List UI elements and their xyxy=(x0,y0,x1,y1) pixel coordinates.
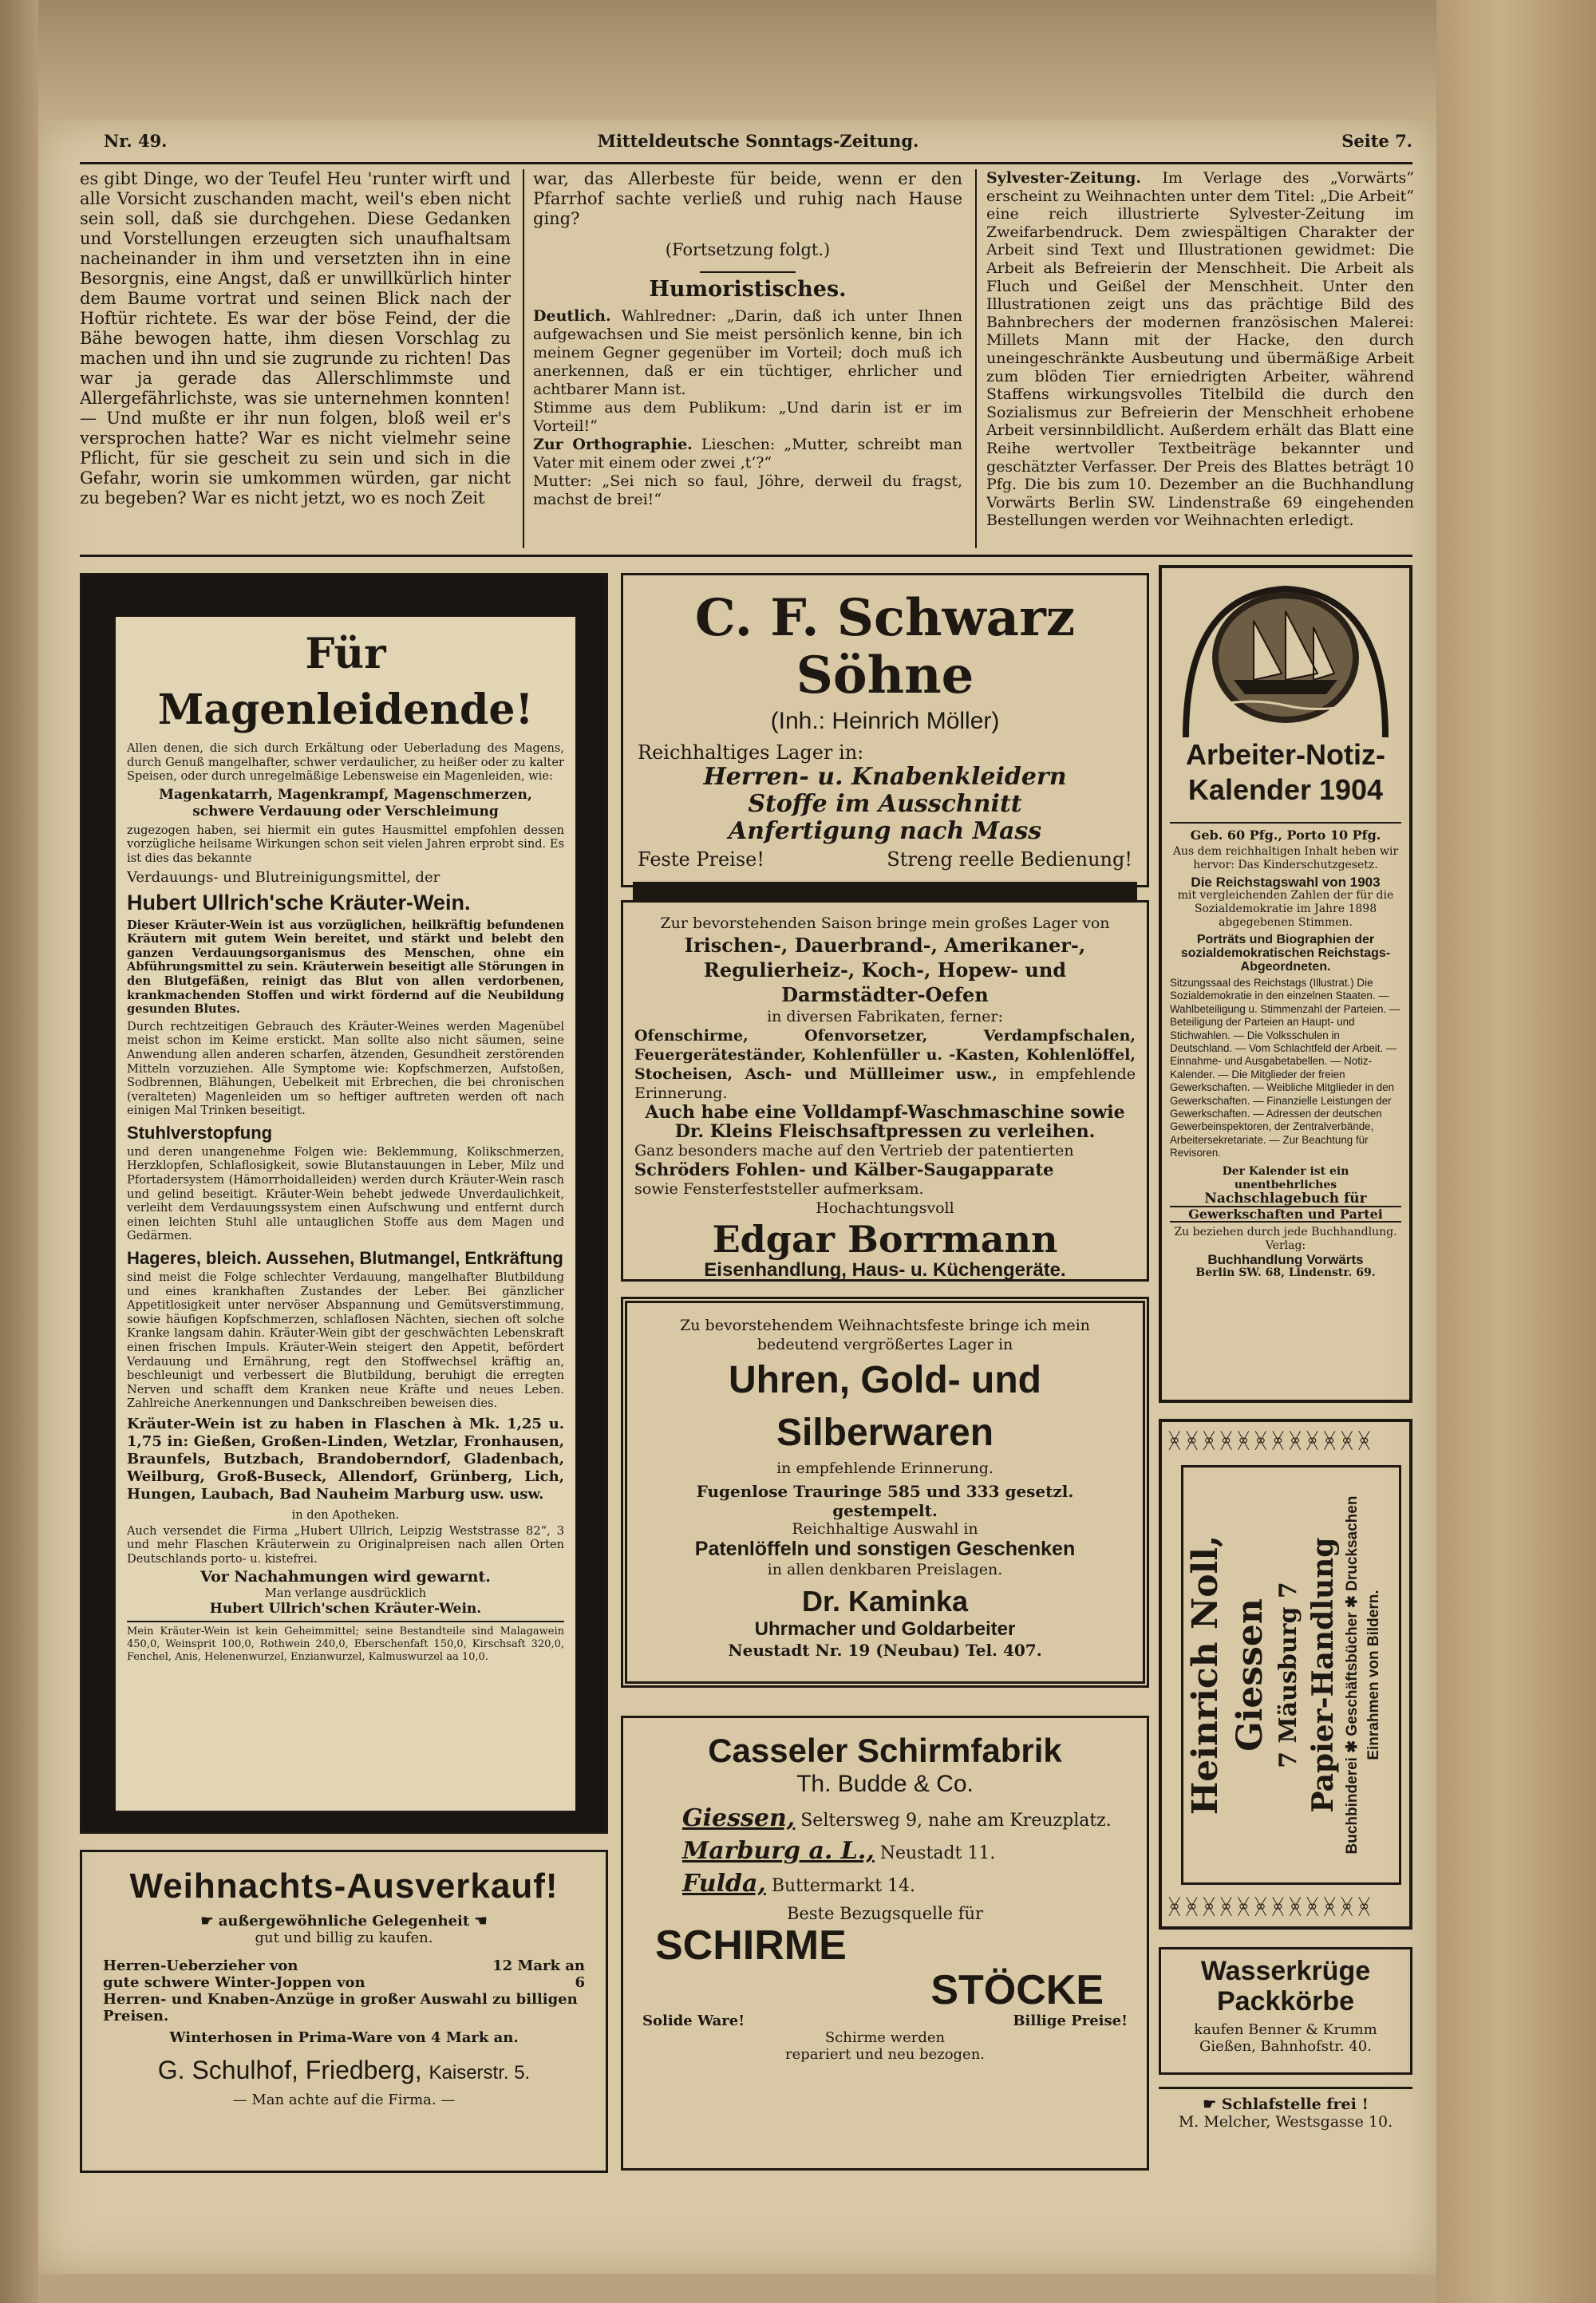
ad-schulhof-firm: G. Schulhof, Friedberg, Kaiserstr. 5. xyxy=(157,2056,531,2084)
ad-kalender-title xyxy=(1170,737,1401,808)
story-column-2 xyxy=(533,169,962,548)
ad-schirm-w2: STÖCKE xyxy=(930,1967,1104,2013)
ad-schwarz-l3: Anfertigung nach Mass xyxy=(728,817,1042,845)
ad-borrmann xyxy=(621,900,1149,1282)
ad-schulhof-line3: Herren- und Knaben-Anzüge in großer Auswahl zu billigen Preisen. xyxy=(103,1991,578,2025)
ad-magenleidende-intro: Allen denen, die sich durch Erkältung oder Ueberladung des Magens, durch Genuß mangelhafter, schwer verdaulicher, zu heißer oder zu kalter Speisen, oder durch unregelmäßige Lebensweise ein Magenleiden, wie: xyxy=(127,741,564,784)
ad-noll-rotated xyxy=(1183,1475,1399,1874)
ad-wasser-t1: Wasserkrüge xyxy=(1200,1956,1371,1986)
story-text-2: war, das Allerbeste für beide, wenn er den Pfarrhof sachte verließ und ruhig nach Hause ging? xyxy=(533,169,962,228)
ad-kaminka-title: Uhren, Gold- und Silberwaren xyxy=(729,1359,1041,1454)
ad-borrmann-items: Ofenschirme, Ofenvorsetzer, Verdampfschalen, Feuergeräteständer, Kohlenfüller u. -Kasten, Kohlenlöffel, Stocheisen, Asch- und Müllleimer usw., in empfehlende Erinnerung. xyxy=(634,1027,1136,1102)
sylvester-text: Sylvester-Zeitung. Im Verlage des „Vorwärts“ erscheint zu Weihnachten unter dem Titel: „Die Arbeit“ eine reich illustrierte Sylvester-Zeitung im Zweifarbendruck. Dem zwiespältigen Charakter der Arbeit sind Text und Illustrationen gewidmet: Die Arbeit als Befreierin der Menschheit. Die Arbeit als Fluch und Geißel der Menschheit. Unter den Illustrationen zeigt uns das prächtige Bild des Bahnbrechers der modernen französischen Malerei: Millets Mann mit der Hacke, den durch uneingeschränkte Ausbeutung und übermäßige Arbeit zum blöden Tier erniedrigten Arbeiter, während Staffens wirkungsvolles Titelbild die durch den Sozialismus zur Befreierin der Menschheit erhobene Arbeit versinnbildlicht. Außerdem erhält das Blatt eine Reihe wertvoller Textbeiträge bekannter und geschätzter Verfasser. Der Preis des Blattes beträgt 10 Pfg. Die bis zum 10. Dezember an die Buchhandlung Vorwärts Berlin SW. Lindenstraße 69 eingehenden Bestellungen werden vor Weihnachten erledigt. xyxy=(986,169,1414,530)
ad-magenleidende-ingredients: Mein Kräuter-Wein ist kein Geheimmittel; seine Bestandteile sind Malagawein 450,0, Weinsprit 100,0, Rothwein 240,0, Eberschenfaft 150,0, Kirschsaft 320,0, Fenchel, Anis, Helenenwurzel, Enzianwurzel, Kalmuswurzel aa 10,0. xyxy=(127,1621,564,1664)
ad-schirm-w1: SCHIRME xyxy=(655,1922,847,1969)
ad-noll-frames: Einrahmen von Bildern. xyxy=(1365,1590,1382,1760)
ad-noll-name: Heinrich Noll, Giessen xyxy=(1185,1535,1270,1815)
ad-schirm xyxy=(621,1716,1149,2171)
continued-note: (Fortsetzung folgt.) xyxy=(665,240,831,259)
ad-kalender-contents: Aus dem reichhaltigen Inhalt heben wir hervor: Das Kinderschutzgesetz. xyxy=(1172,845,1399,871)
ad-magenleidende-p2: Durch rechtzeitigen Gebrauch des Kräuter-Weines werden Magenübel meist schon im Keime erstickt. Man sollte also nicht säumen, seine Anwendung allen anderen scharfen, ätzenden, Gesundheit zerstörenden Mitteln vorzuziehen. Alle Symptome wie: Kopfschmerzen, Aufstoßen, Sodbrennen, Blähungen, Uebelkeit mit Erbrechen, die bei chronischen (veralteten) Magenleiden um so heftiger auftreten werden oft nach einigen Mal Trinken beseitigt. xyxy=(127,1019,564,1118)
ad-borrmann-name: Edgar Borrmann xyxy=(712,1218,1058,1261)
ad-kalender-h1: Die Reichstagswahl von 1903 xyxy=(1191,875,1381,890)
page-edge-left xyxy=(0,0,38,2303)
ad-kaminka-trade: Uhrmacher und Goldarbeiter xyxy=(754,1618,1016,1640)
ad-kalender-t3: Der Kalender ist ein unentbehrliches xyxy=(1222,1164,1349,1191)
ad-kaminka-prices: in allen denkbaren Preislagen. xyxy=(767,1561,1003,1578)
ads-top-rule xyxy=(80,555,1412,557)
ad-borrmann-kleins: Dr. Kleins Fleischsaftpressen zu verleihen. xyxy=(674,1121,1096,1142)
ad-borrmann-stoves: Irischen-, Dauerbrand-, Amerikaner-, Regulierheiz-, Koch-, Hopew- und Darmstädter-Oefen xyxy=(684,934,1086,1006)
ad-schlaf xyxy=(1159,2087,1412,2151)
ad-schlaf-t1: ☛ Schlafstelle frei ! xyxy=(1203,2096,1369,2113)
ad-schulhof-line1: Herren-Ueberzieher von 12 Mark an xyxy=(103,1957,585,1974)
ad-magenleidende-title: Für Magenleidende! xyxy=(157,630,534,734)
ad-schlaf-t2: M. Melcher, Westsgasse 10. xyxy=(1178,2113,1393,2131)
ad-schwarz-black-bar xyxy=(633,882,1137,901)
issue-number: Nr. 49. xyxy=(104,131,168,151)
ad-schulhof-line4: Winterhosen in Prima-Ware von 4 Mark an. xyxy=(169,2029,519,2046)
ad-schulhof-title: Weihnachts-Ausverkauf! xyxy=(129,1866,559,1906)
ad-kalender-title1: Arbeiter-Notiz- xyxy=(1186,738,1385,771)
ad-kaminka-name: Dr. Kaminka xyxy=(801,1585,969,1618)
ad-schulhof-sub2: gut und billig zu kaufen. xyxy=(255,1930,433,1946)
ad-kaminka-intro: Zu bevorstehendem Weihnachtsfeste bringe ich mein bedeutend vergrößertes Lager in xyxy=(680,1317,1090,1353)
ad-kaminka-choice: Reichhaltige Auswahl in xyxy=(792,1520,978,1538)
humor-joke-2: Zur Orthographie. Lieschen: „Mutter, schreibt man Vater mit einem oder zwei ‚t‘?“ xyxy=(533,436,962,472)
sylvester-column xyxy=(986,169,1414,548)
ad-magenleidende-price: Kräuter-Wein ist zu haben in Flaschen à Mk. 1,25 u. 1,75 in: Gießen, Großen-Linden, Wetzlar, Fronhausen, Braunfels, Butzbach, Brandoberndorf, Gladenbach, Weilburg, Groß-Buseck, Allendorf, Grünberg, Lich, Hungen, Laubach, Bad Nauheim Marburg usw. usw. xyxy=(127,1415,564,1503)
ad-schulhof-line2: gute schwere Winter-Joppen von 6 xyxy=(103,1974,585,1991)
ad-schwarz-l2: Stoffe im Ausschnitt xyxy=(748,790,1022,818)
column-divider-2 xyxy=(975,169,977,548)
ad-noll xyxy=(1159,1419,1412,1930)
ad-noll-shop: Papier-Handlung xyxy=(1306,1537,1340,1813)
ad-wasser-t4: Gießen, Bahnhofstr. 40. xyxy=(1199,2038,1372,2055)
ad-schulhof-note: — Man achte auf die Firma. — xyxy=(232,2092,456,2108)
ad-kalender-h5: Buchhandlung Vorwärts xyxy=(1207,1251,1364,1267)
ad-kalender-body xyxy=(1170,822,1401,1280)
ad-schirm-best: Beste Bezugsquelle für xyxy=(786,1904,984,1923)
ad-kalender-title2: Kalender 1904 xyxy=(1187,773,1384,806)
ad-noll-frame xyxy=(1181,1465,1401,1885)
ad-borrmann-regards: Hochachtungsvoll xyxy=(816,1199,954,1217)
ad-kaminka-spoons: Patenlöffeln und sonstigen Geschenken xyxy=(694,1538,1076,1560)
ad-magenleidende xyxy=(80,573,608,1834)
ad-schirm-loc3: Fulda, Buttermarkt 14. xyxy=(682,1870,916,1898)
ad-noll-ornament-bottom: ᚸᚸᚸᚸᚸᚸᚸᚸᚸᚸᚸᚸ xyxy=(1168,1895,1376,1919)
ad-magenleidende-p1: Dieser Kräuter-Wein ist aus vorzüglichen, heilkräftig befundenen Kräutern mit gutem Wein bereitet, und stärkt und belebt den ganzen Verdauungsorganismus des Menschen, ohne ein Abführungsmittel zu sein. Kräuterwein beseitigt alle Störungen in den Blutgefäßen, reinigt das Blut von allen verdorbenen, krankmachenden Stoffen und wirkt fördernd auf die Neubildung gesunden Blutes. xyxy=(127,918,564,1017)
ad-magenleidende-body xyxy=(114,615,577,1812)
ad-schwarz-l1: Herren- u. Knabenkleidern xyxy=(703,763,1067,791)
ad-noll-ornament-top: ᚸᚸᚸᚸᚸᚸᚸᚸᚸᚸᚸᚸ xyxy=(1168,1429,1376,1453)
ad-kalender-t5: Verlag: xyxy=(1265,1238,1306,1252)
ad-kalender-h3: Nachschlagebuch für xyxy=(1170,1192,1401,1207)
ad-schirm-slogans: Solide Ware! Billige Preise! xyxy=(642,2013,1128,2029)
ad-schwarz-title: C. F. Schwarz Söhne xyxy=(694,588,1076,705)
ad-kalender-t6: Berlin SW. 68, Lindenstr. 69. xyxy=(1195,1266,1376,1279)
ad-magenleidende-ailments: Magenkatarrh, Magenkrampf, Magenschmerzen, schwere Verdauung oder Verschleimung xyxy=(159,786,532,820)
ad-magenleidende-mid: zugezogen haben, sei hiermit ein gutes Hausmittel empfohlen dessen vorzügliche heilsame Wirkungen schon seit vielen Jahren erprobt sind. Es ist dies das bekannte xyxy=(127,823,564,865)
ad-kaminka-addr: Neustadt Nr. 19 (Neubau) Tel. 407. xyxy=(728,1641,1042,1660)
ad-magenleidende-h2: Stuhlverstopfung xyxy=(127,1122,273,1143)
ad-magenleidende-ask: Man verlange ausdrücklich xyxy=(264,1586,427,1600)
ad-borrmann-schroeder: Schröders Fohlen- und Kälber-Saugapparate xyxy=(634,1159,1054,1179)
ad-magenleidende-h3: Hageres, bleich. Aussehen, Blutmangel, Entkräftung xyxy=(127,1248,563,1269)
page-number: Seite 7. xyxy=(1341,131,1412,151)
ad-kalender-t1: mit vergleichenden Zahlen der für die Sozialdemokratie im Jahre 1898 abgegebenen Stimmen. xyxy=(1177,889,1394,929)
humor-joke-1: Deutlich. Wahlredner: „Darin, daß ich unter Ihnen aufgewachsen und Sie meist persönlich kenne, bin ich meinem Gegner gegenüber im Vorteil; doch muß ich anerkennen, daß er ein tüchtiger, ehrlicher und achtbarer Mann ist. xyxy=(533,307,962,398)
ad-kalender-t2: Sitzungssaal des Reichstags (Illustrat.) Die Sozialdemokratie in den einzelnen Staaten. — Wahlbeteiligung u. Stimmenzahl der Parteien. — Beteiligung der Parteien an Haupt- und Stichwahlen. — Die Volksschulen in Deutschland. — Vom Schlachtfeld der Arbeit. — Einnahme- und Ausgabetabellen. — Notiz-Kalender. — Die Mitglieder der freien Gewerkschaften. — Weibliche Mitglieder in den Gewerkschaften. — Finanzielle Leistungen der Gewerkschaften. — Adressen der deutschen Gewerbeinspektoren, der Zentralverbände, Arbeitersekretariate. — Zur Beachtung für Revisoren. xyxy=(1170,977,1400,1159)
page-edge-right xyxy=(1436,0,1596,2303)
ad-magenleidende-ship: Auch versendet die Firma „Hubert Ullrich, Leipzig Weststrasse 82“, 3 und mehr Flaschen Kräuterwein zu Originalpreisen nach allen Orten Deutschlands porto- u. kistefrei. xyxy=(127,1523,564,1566)
ad-schwarz xyxy=(621,573,1149,887)
ad-schirm-repair1: Schirme werden xyxy=(824,2029,946,2046)
ad-kaminka xyxy=(621,1297,1149,1688)
ad-borrmann-business: Eisenhandlung, Haus- u. Küchengeräte. xyxy=(704,1259,1066,1281)
header-rule xyxy=(80,162,1412,164)
ad-kalender-h4: Gewerkschaften und Partei xyxy=(1170,1207,1401,1223)
ad-schulhof xyxy=(80,1850,608,2173)
ad-schulhof-sub1: ☛ außergewöhnliche Gelegenheit ☚ xyxy=(200,1913,488,1930)
ad-schwarz-stock: Reichhaltiges Lager in: xyxy=(638,741,864,764)
page-edge-top xyxy=(0,0,1596,120)
ad-magenleidende-product: Hubert Ullrich'sche Kräuter-Wein. xyxy=(127,890,471,914)
ad-kalender-t4: Zu beziehen durch jede Buchhandlung. xyxy=(1174,1225,1397,1238)
ad-noll-addr: 7 Mäusburg 7 xyxy=(1274,1582,1302,1768)
ad-kaminka-rings: Fugenlose Trauringe 585 und 333 gesetzl. gestempelt. xyxy=(696,1482,1074,1520)
ad-magenleidende-p4: sind meist die Folge schlechter Verdauung, mangelhafter Blutbildung und eines krankhaften Zustandes der Leber. Bei gänzlicher Appetitlosigkeit unter nervöser Abspannung und Gemütsverstimmung, sowie häufigen Kopfschmerzen, schlaflosen Nächten, siechen oft solche Kranke langsam dahin. Kräuter-Wein gibt der geschwächten Lebenskraft einen frischen Impuls. Kräuter-Wein steigert den Appetit, befördert Verdauung und Ernährung, regt den Stoffwechsel kräftig an, beschleunigt und verbessert die Blutbildung, beruhigt die erregten Nerven und schafft dem Kranken neue Kräfte und neues Leben. Zahlreiche Anerkennungen und Dankschreiben beweisen dies. xyxy=(127,1270,564,1411)
column-divider-1 xyxy=(523,169,524,548)
ad-schirm-title: Casseler Schirmfabrik xyxy=(708,1732,1062,1769)
ad-borrmann-window: sowie Fensterfeststeller aufmerksam. xyxy=(634,1180,924,1198)
ad-schirm-loc2: Marburg a. L., Neustadt 11. xyxy=(682,1837,996,1865)
ad-borrmann-special: Ganz besonders mache auf den Vertrieb der patentierten xyxy=(634,1142,1074,1159)
ad-schirm-repair2: repariert und neu bezogen. xyxy=(784,2046,986,2063)
ad-schirm-loc1: Giessen, Seltersweg 9, nahe am Kreuzplatz. xyxy=(682,1804,1112,1832)
ad-schwarz-footer: Feste Preise! Streng reelle Bedienung! xyxy=(638,848,1132,871)
newspaper-title: Mitteldeutsche Sonntags-Zeitung. xyxy=(597,131,919,151)
ad-wasser-t3: kaufen Benner & Krumm xyxy=(1194,2021,1377,2038)
ad-kalender-h2: Porträts und Biographien der sozialdemokratischen Reichstags-Abgeordneten. xyxy=(1180,933,1391,974)
ad-magenleidende-apo: in den Apotheken. xyxy=(291,1507,400,1522)
ad-schwarz-owner: (Inh.: Heinrich Möller) xyxy=(770,708,1000,734)
ad-borrmann-also: Auch habe eine Volldampf-Waschmaschine sowie xyxy=(645,1102,1125,1123)
humor-joke-2-reply: Mutter: „Sei nich so faul, Jöhre, derweil du fragst, machst de brei!“ xyxy=(533,472,962,508)
section-rule xyxy=(700,271,796,273)
ad-wasser-t2: Packkörbe xyxy=(1217,1986,1354,2017)
ad-noll-services: Buchbinderei ✱ Geschäftsbücher ✱ Drucksachen xyxy=(1344,1495,1361,1855)
ship-illustration xyxy=(1178,578,1393,737)
ad-schirm-owner: Th. Budde & Co. xyxy=(796,1771,974,1797)
story-column-1 xyxy=(80,169,511,548)
humor-title: Humoristisches. xyxy=(649,277,847,302)
ad-kaminka-reminder: in empfehlende Erinnerung. xyxy=(776,1460,994,1477)
ad-kalender xyxy=(1159,565,1412,1403)
page-header xyxy=(104,126,1412,158)
ad-magenleidende-p3: und deren unangenehme Folgen wie: Beklemmung, Kolikschmerzen, Herzklopfen, Schlaflosigkeit, sowie Blutanstauungen in Leber, Milz und Pfortadersystem (Hämorrhoidalleiden) werden durch Kräuter-Wein rasch und gelind beseitigt. Kräuter-Wein behebt jedwede Unverdaulichkeit, verleiht dem Verdauungssystem einen Aufschwung und entfernt durch einen leichten Stuhl alle untauglichen Stoffe aus dem Magen und Gedärmen. xyxy=(127,1144,564,1243)
humor-joke-1-reply: Stimme aus dem Publikum: „Und darin ist er im Vorteil!“ xyxy=(533,399,962,435)
ad-borrmann-in: in diversen Fabrikaten, ferner: xyxy=(767,1008,1003,1025)
ad-kalender-price: Geb. 60 Pfg., Porto 10 Pfg. xyxy=(1170,822,1401,842)
ad-magenleidende-brand: Hubert Ullrich'schen Kräuter-Wein. xyxy=(209,1600,482,1617)
ad-magenleidende-product-pre: Verdauungs- und Blutreinigungsmittel, der xyxy=(127,868,440,886)
ad-magenleidende-warn: Vor Nachahmungen wird gewarnt. xyxy=(200,1568,491,1586)
ad-wasser xyxy=(1159,1947,1412,2075)
ad-borrmann-intro: Zur bevorstehenden Saison bringe mein großes Lager von xyxy=(660,914,1110,932)
story-text-1: es gibt Dinge, wo der Teufel Heu 'runter wirft und alle Vorsicht zuschanden macht, weil's eben nicht sein soll, daß sie durchgehen. Diese Gedanken und Vorstellungen erzeugten sich unaufhaltsam nacheinander in ihm und versetzten ihn in eine Besorgnis, eine Angst, daß er unwillkürlich hinter dem Baume vortrat und seinen Blick nach der Hoftür richtete. Es war der böse Feind, der die Bähe bewogen hatte, ihm diesen Vorschlag zu machen und ihn und sie zugrunde zu richten! Das war ja gerade das Allerschlimmste und Allergefährlichste, was sie unternehmen konnten! — Und mußte er ihr nun folgen, bloß weil er's versprochen hatte? War es nicht vielmehr seine Pflicht, für sie gescheit zu sein und sich in die Gefahr, worin sie umkommen würden, gar nicht zu begeben? War es nicht jetzt, wo es noch Zeit xyxy=(80,169,511,508)
